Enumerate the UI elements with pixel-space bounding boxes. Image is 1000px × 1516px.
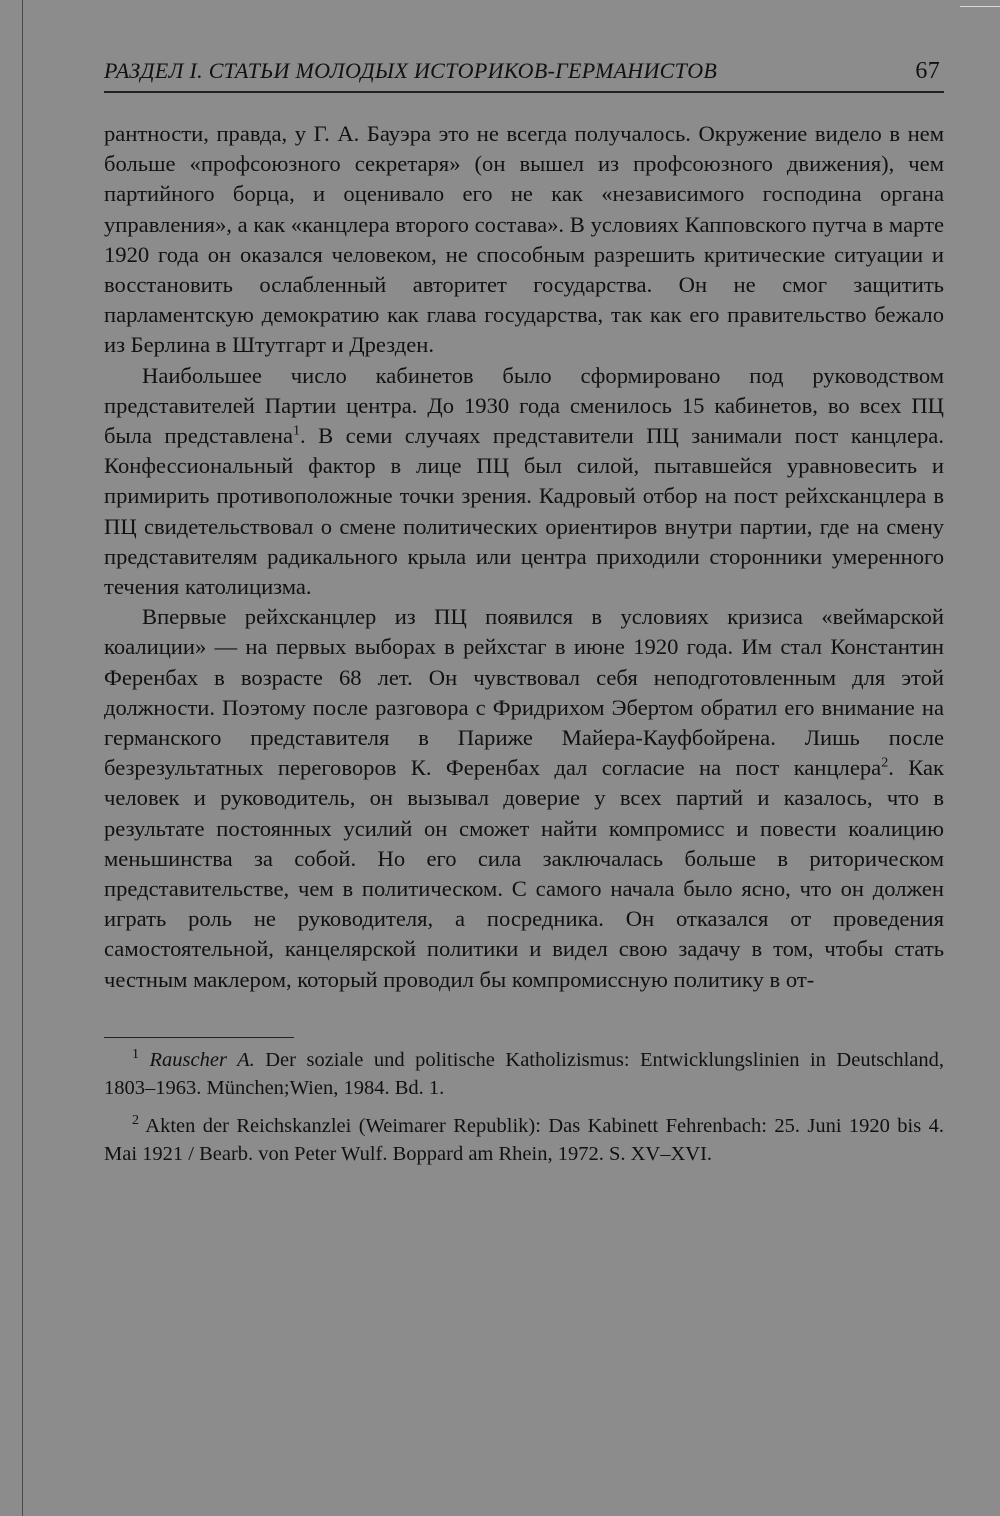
footnote-text: Der soziale und politische Katholizismus: Entwicklungslinien in Deutschland, 1803–1963. München;Wien, 1984. Bd. 1. xyxy=(104,1048,945,1099)
footnote-1 xyxy=(104,1046,944,1102)
paragraph-1-text: рантности, правда, у Г. А. Бауэра это не всегда получалось. Окружение видело в нем больше «профсоюзного секретаря» (он вышел из профсоюзного движения), чем партийного борца, и оценивало его не как «независимого господина органа управления», а как «канцлера второго состава». В условиях Капповского путча в марте 1920 года он оказался человеком, не способным разрешить критические ситуации и восстановить ослабленный авторитет государства. Он не смог защитить парламентскую демократию как глава государства, так как его правительство бежало из Берлина в Штутгарт и Дрезден. xyxy=(104,121,944,358)
paragraph-3 xyxy=(104,602,944,995)
book-page xyxy=(104,58,944,1178)
page-number: 67 xyxy=(915,58,940,84)
paragraph-3-text-b: . Как человек и руководитель, он вызывал доверие у всех партий и казалось, что в результате постоянных усилий он сможет найти компромисс и повести коалицию меньшинства за собой. Но его сила заключалась больше в риторическом представительстве, чем в политическом. С самого начала было ясно, что он должен играть роль не руководителя, а посредника. Он отказался от проведения самостоятельной, канцелярской политики и видел свою задачу в том, чтобы стать честным маклером, который проводил бы компромиссную политику в от- xyxy=(104,755,944,992)
footnote-marker: 1 xyxy=(132,1047,139,1063)
footnote-divider xyxy=(104,1037,294,1038)
paragraph-2-text-b: . В семи случаях представители ПЦ занимали пост канцлера. Конфессиональный фактор в лице ПЦ был силой, пытавшейся уравновесить и примирить противоположные точки зрения. Кадровый отбор на пост рейхсканцлера в ПЦ свидетельствовал о смене политических ориентиров внутри партии, где на смену представителям радикального крыла или центра приходили сторонники умеренного течения католицизма. xyxy=(104,423,944,600)
paragraph-3-text-a: Впервые рейхсканцлер из ПЦ появился в условиях кризиса «веймарской коалиции» — на первых выборах в рейхстаг в июне 1920 года. Им стал Константин Ференбах в возрасте 68 лет. Он чувствовал себя неподготовленным для этой должности. Поэтому после разговора с Фридрихом Эбертом обратил его внимание на германского представителя в Париже Майера-Кауфбойрена. Лишь после безрезультатных переговоров К. Ференбах дал согласие на пост канцлера xyxy=(104,604,944,781)
footnote-marker: 2 xyxy=(132,1113,139,1129)
footnote-text: Akten der Reichskanzlei (Weimarer Republik): Das Kabinett Fehrenbach: 25. Juni 1920 bis 4. Mai 1921 / Bearb. von Peter Wulf. Boppard am Rhein, 1972. S. XV–XVI. xyxy=(104,1114,945,1165)
running-head xyxy=(104,58,944,93)
paragraph-1 xyxy=(104,119,944,361)
paragraph-2 xyxy=(104,361,944,603)
scan-edge xyxy=(22,0,23,1516)
footnotes xyxy=(104,1046,944,1168)
scan-mark xyxy=(960,6,1000,7)
footnote-ref-1[interactable]: 1 xyxy=(293,423,301,439)
paragraph-2-text-a: Наибольшее число кабинетов было сформировано под руководством представителей Партии центра. До 1930 года сменилось 15 кабинетов, во всех ПЦ была представлена xyxy=(104,362,944,449)
footnote-ref-2[interactable]: 2 xyxy=(881,755,889,771)
section-title: РАЗДЕЛ I. СТАТЬИ МОЛОДЫХ ИСТОРИКОВ-ГЕРМАНИСТОВ xyxy=(104,58,718,83)
footnote-2 xyxy=(104,1112,944,1168)
footnote-author: Rauscher A. xyxy=(149,1048,255,1071)
body-text xyxy=(104,119,944,995)
